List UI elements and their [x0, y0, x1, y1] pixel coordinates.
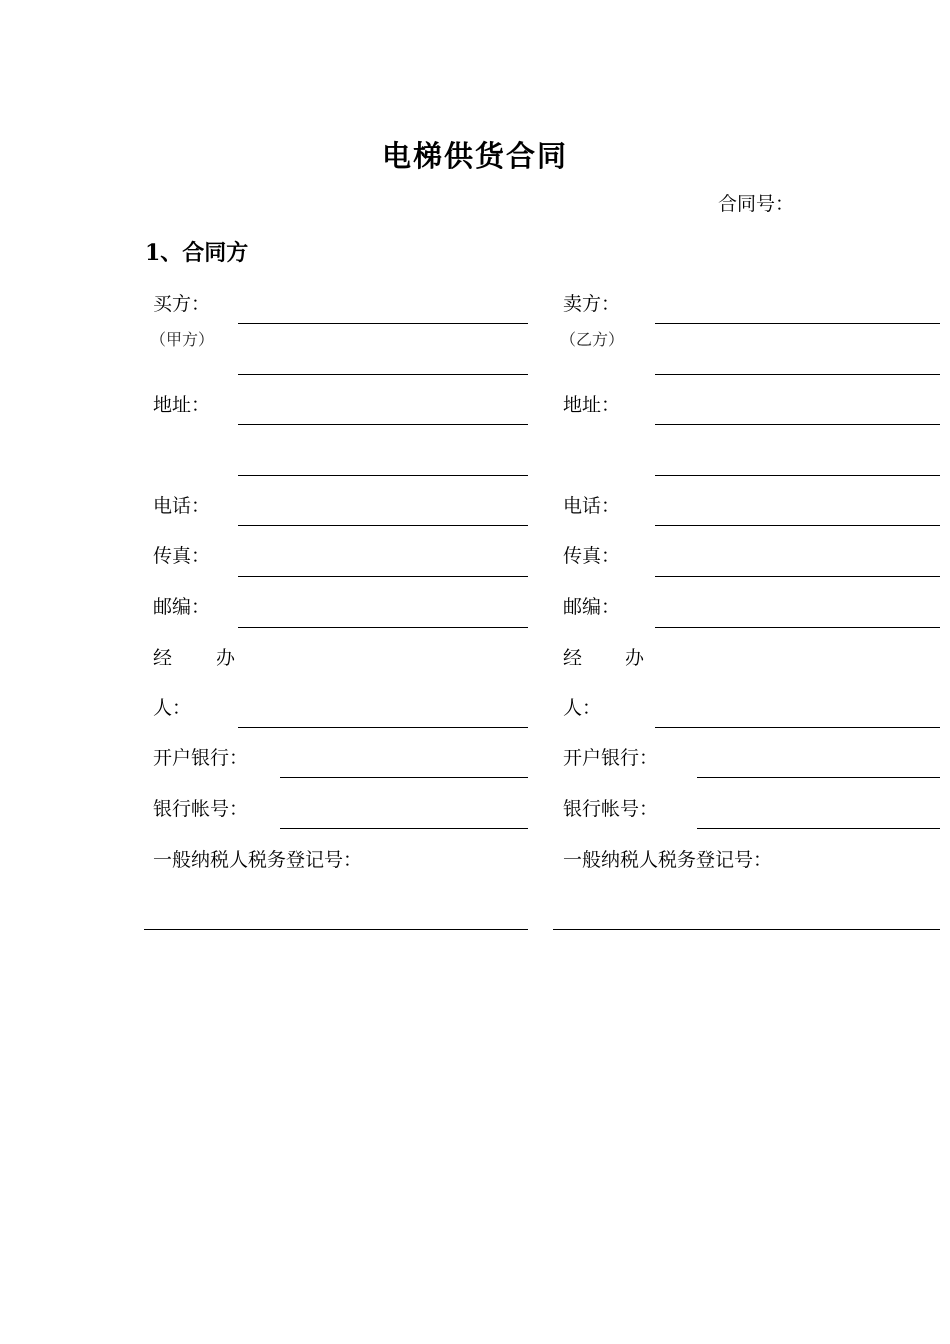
- seller-address-label: 地址：: [563, 394, 621, 416]
- buyer-tax-label: 一般纳税人税务登记号：: [153, 849, 363, 871]
- seller-name-field-line-1[interactable]: [655, 323, 940, 324]
- section-title-parties: 1、合同方: [145, 240, 249, 266]
- buyer-account-label: 银行帐号：: [153, 798, 249, 820]
- seller-phone-field[interactable]: [655, 525, 940, 526]
- buyer-agent-label-char-1: 经: [153, 647, 173, 669]
- buyer-fax-label: 传真：: [153, 545, 211, 567]
- seller-fax-field[interactable]: [655, 576, 940, 577]
- seller-tax-label: 一般纳税人税务登记号：: [563, 849, 773, 871]
- seller-bank-label: 开户银行：: [563, 747, 659, 769]
- seller-agent-label-char-3: 人：: [563, 697, 602, 719]
- seller-tax-field[interactable]: [553, 929, 940, 930]
- buyer-address-field-line-1[interactable]: [238, 424, 528, 425]
- seller-agent-label-char-2: 办: [625, 647, 645, 669]
- buyer-agent-label-char-2: 办: [216, 647, 236, 669]
- seller-party-label: 卖方：: [563, 293, 621, 315]
- buyer-name-field-line-1[interactable]: [238, 323, 528, 324]
- buyer-postcode-field[interactable]: [238, 627, 528, 628]
- seller-postcode-label: 邮编：: [563, 596, 621, 618]
- buyer-account-field[interactable]: [280, 828, 528, 829]
- seller-bank-field[interactable]: [697, 777, 940, 778]
- seller-address-field-line-2[interactable]: [655, 475, 940, 476]
- buyer-address-label: 地址：: [153, 394, 211, 416]
- seller-phone-label: 电话：: [563, 495, 621, 517]
- seller-agent-field[interactable]: [655, 727, 940, 728]
- seller-address-field-line-1[interactable]: [655, 424, 940, 425]
- buyer-tax-field[interactable]: [144, 929, 528, 930]
- seller-fax-label: 传真：: [563, 545, 621, 567]
- buyer-address-field-line-2[interactable]: [238, 475, 528, 476]
- buyer-agent-label-char-3: 人：: [153, 697, 192, 719]
- buyer-bank-label: 开户银行：: [153, 747, 249, 769]
- buyer-party-sub: （甲方）: [150, 330, 215, 349]
- seller-account-field[interactable]: [697, 828, 940, 829]
- buyer-phone-label: 电话：: [153, 495, 211, 517]
- buyer-party-label: 买方：: [153, 293, 211, 315]
- buyer-fax-field[interactable]: [238, 576, 528, 577]
- seller-postcode-field[interactable]: [655, 627, 940, 628]
- buyer-agent-field[interactable]: [238, 727, 528, 728]
- seller-agent-label-char-1: 经: [563, 647, 583, 669]
- buyer-phone-field[interactable]: [238, 525, 528, 526]
- seller-party-sub: （乙方）: [560, 330, 625, 349]
- buyer-name-field-line-2[interactable]: [238, 374, 528, 375]
- seller-account-label: 银行帐号：: [563, 798, 659, 820]
- seller-name-field-line-2[interactable]: [655, 374, 940, 375]
- page-title: 电梯供货合同: [381, 139, 568, 173]
- contract-number-label: 合同号：: [718, 193, 795, 215]
- buyer-bank-field[interactable]: [280, 777, 528, 778]
- buyer-postcode-label: 邮编：: [153, 596, 211, 618]
